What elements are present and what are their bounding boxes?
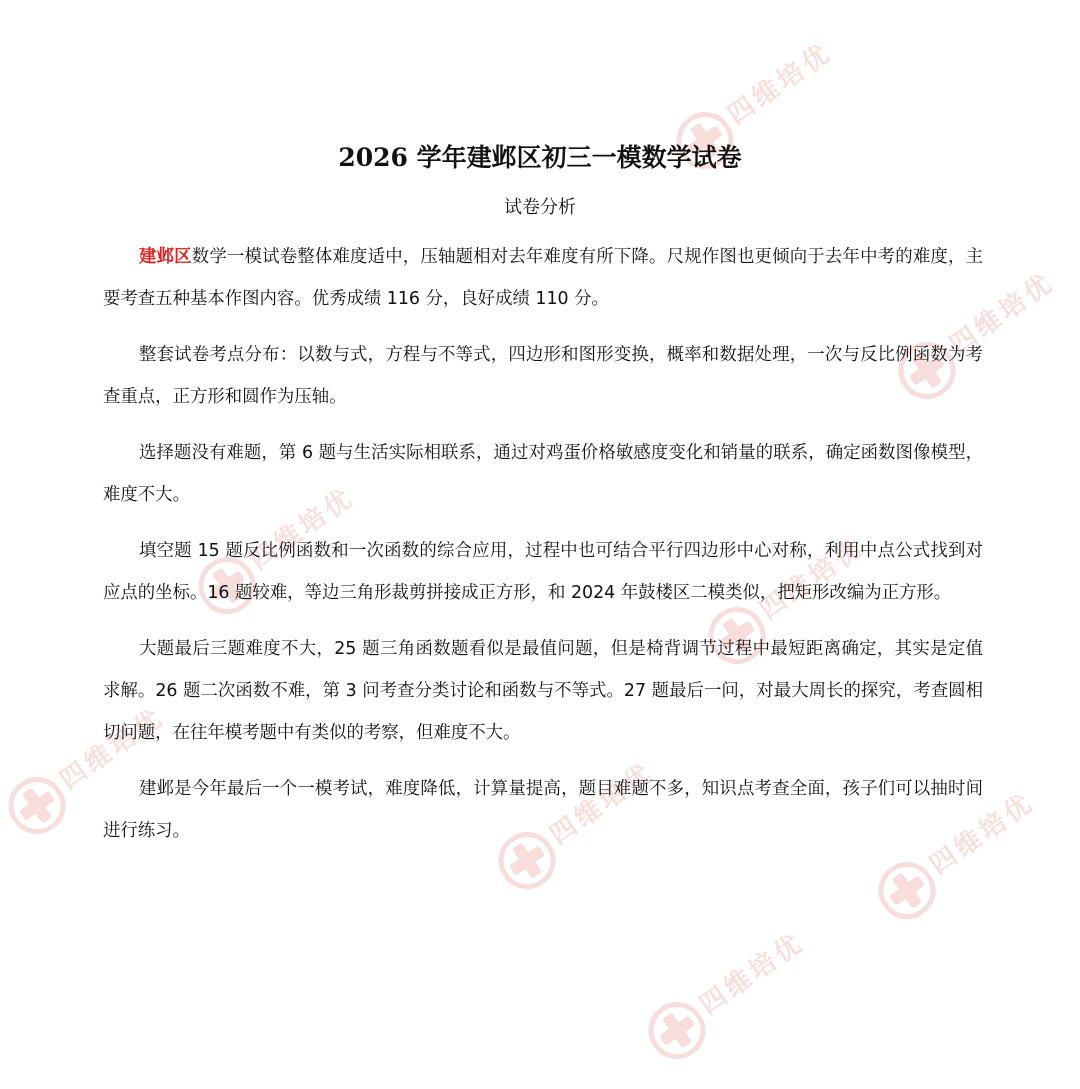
paragraph-intro xyxy=(103,236,983,320)
watermark-text: 四维培优 xyxy=(694,927,811,1021)
paragraph-text: 建邺是今年最后一个一模考试，难度降低，计算量提高，题目难题不多，知识点考查全面，孩子们可以抽时间进行练习。 xyxy=(103,779,983,841)
watermark-text: 四维培优 xyxy=(544,757,661,851)
medical-cross-logo-icon xyxy=(0,767,76,845)
district-highlight: 建邺区 xyxy=(139,247,192,267)
paragraph-fill-in xyxy=(103,530,983,614)
document-body xyxy=(103,236,983,866)
paragraph-text: 整套试卷考点分布：以数与式，方程与不等式，四边形和图形变换，概率和数据处理，一次与反比例函数为考查重点，正方形和圆作为压轴。 xyxy=(103,345,983,407)
watermark xyxy=(632,901,847,1089)
paragraph-multiple-choice xyxy=(103,432,983,516)
paragraph-major-questions xyxy=(103,628,983,754)
paragraph-text: 填空题 15 题反比例函数和一次函数的综合应用，过程中也可结合平行四边形中心对称，利用中点公式找到对应点的坐标。16 题较难，等边三角形裁剪拼接成正方形，和 2024 年鼓楼区二模类似，把矩形改编为正方形。 xyxy=(103,541,983,603)
paragraph-summary xyxy=(103,768,983,852)
watermark-text: 四维培优 xyxy=(944,267,1061,361)
watermark-text: 四维培优 xyxy=(722,37,839,131)
paragraph-text: 数学一模试卷整体难度适中，压轴题相对去年难度有所下降。尺规作图也更倾向于去年中考的难度，主要考查五种基本作图内容。优秀成绩 116 分，良好成绩 110 分。 xyxy=(103,247,983,309)
paragraph-topics xyxy=(103,334,983,418)
watermark-text: 四维培优 xyxy=(924,787,1041,881)
watermark-text: 四维培优 xyxy=(54,702,171,796)
document-title: 2026 学年建邺区初三一模数学试卷 xyxy=(338,143,742,172)
medical-cross-logo-icon xyxy=(638,992,716,1070)
paragraph-text: 大题最后三题难度不大，25 题三角函数题看似是最值问题，但是椅背调节过程中最短距离确定，其实是定值求解。26 题二次函数不难，第 3 问考查分类讨论和函数与不等式。27 题最后一问，对最大周长的探究，考查圆相切问题，在往年模考题中有类似的考察，但难度不大。 xyxy=(103,639,983,743)
watermark-text: 四维培优 xyxy=(244,482,361,576)
paragraph-text: 选择题没有难题，第 6 题与生活实际相联系，通过对鸡蛋价格敏感度变化和销量的联系，确定函数图像模型，难度不大。 xyxy=(103,443,983,505)
document-subtitle: 试卷分析 xyxy=(504,197,576,218)
watermark-text: 四维培优 xyxy=(754,532,871,626)
